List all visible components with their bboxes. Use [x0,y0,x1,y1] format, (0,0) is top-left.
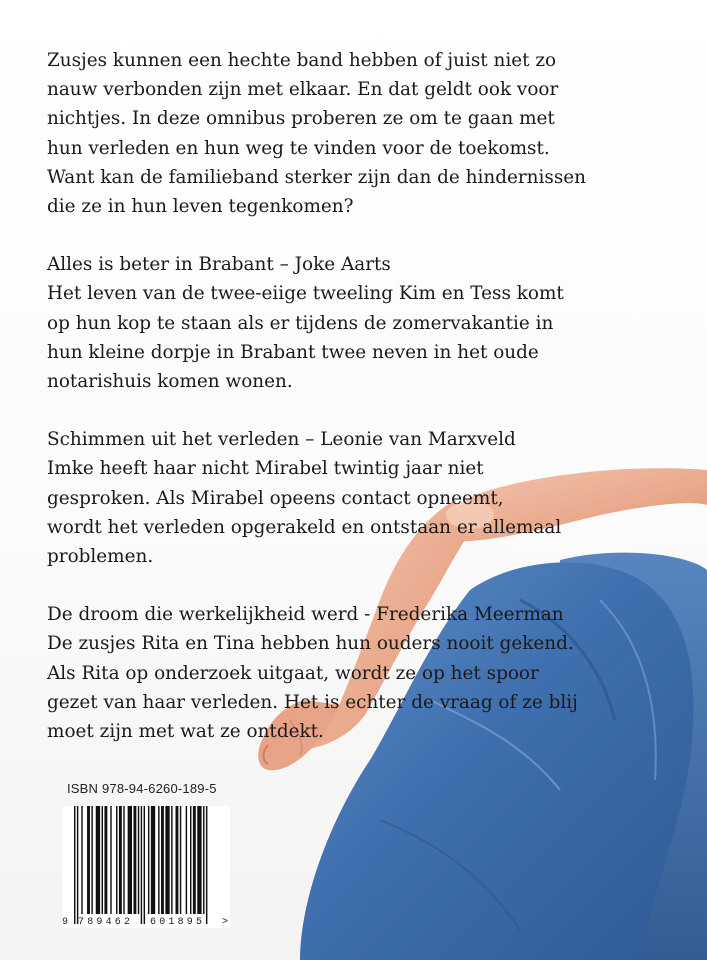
text-line: problemen. [47,546,154,568]
barcode-bar [81,806,82,914]
barcode-bar [148,806,149,914]
barcode-bar [144,806,145,924]
barcode-bar [203,806,204,914]
text-line: moet zijn met wat ze ontdekt. [47,721,324,743]
text-line: hun verleden en hun weg te vinden voor de toekomst. [47,137,550,159]
barcode-bar [206,806,207,924]
barcode-bar [197,806,201,914]
barcode-bar [141,806,142,924]
barcode-bar [96,806,100,914]
barcode-bar [190,806,191,914]
barcode-bar [193,806,196,914]
barcode-bar [180,806,181,914]
barcode-bar [77,806,78,924]
barcode-digits-left: 789462 [78,917,134,928]
barcode-bar [176,806,179,914]
barcode-end-marker: > [222,917,229,928]
barcode-digits [62,917,230,931]
blurb-text [47,46,647,746]
barcode-bar [104,806,107,914]
text-line: Imke heeft haar nicht Mirabel twintig jaar niet [47,458,484,480]
story-3-paragraph [47,600,647,746]
story-1-paragraph [47,250,647,396]
barcode-bar [119,806,122,914]
intro-paragraph [47,46,647,221]
story-title: Alles is beter in Brabant – Joke Aarts [47,254,391,276]
barcode-bar [102,806,103,914]
isbn-label: ISBN 978-94-6260-189-5 [67,781,217,796]
barcode-bar [110,806,111,914]
barcode-bar [151,806,155,914]
story-2-paragraph [47,425,647,571]
text-line: gezet van haar verleden. Het is echter de vraag of ze blij [47,691,578,713]
barcode-bar [87,806,90,914]
barcode-bar [74,806,75,924]
text-line: nauw verbonden zijn met elkaar. En dat geldt ook voor [47,79,559,101]
story-title: Schimmen uit het verleden – Leonie van Marxveld [47,429,516,451]
text-line: Als Rita op onderzoek uitgaat, wordt ze op het spoor [47,662,539,684]
barcode-bar [123,806,124,914]
text-line: notarishuis komen wonen. [47,371,293,393]
barcode-bar [171,806,172,914]
barcode-digit-lead: 9 [62,917,69,928]
barcode-bar [186,806,187,914]
barcode-bar [138,806,139,914]
text-line: De zusjes Rita en Tina hebben hun ouders nooit gekend. [47,633,574,655]
barcode-digits-right: 601895 [150,917,206,928]
story-title: De droom die werkelijkheid werd - Frederika Meerman [47,604,564,626]
text-line: wordt het verleden opgerakeld en ontstaan er allemaal [47,516,562,538]
barcode-bar [116,806,117,914]
barcode-bar [133,806,136,914]
barcode-bar [91,806,92,914]
isbn-barcode [62,806,230,928]
text-line: die ze in hun leven tegenkomen? [47,196,354,218]
text-line: hun kleine dorpje in Brabant twee neven in het oude [47,341,539,363]
barcode-bar [165,806,169,914]
barcode-bar [158,806,159,914]
barcode-bar [161,806,164,914]
text-line: Het leven van de twee-eiige tweeling Kim en Tess komt [47,283,564,305]
text-line: gesproken. Als Mirabel opeens contact opneemt, [47,487,504,509]
text-line: Want kan de familieband sterker zijn dan de hindernissen [47,166,586,188]
text-line: nichtjes. In deze omnibus proberen ze om te gaan met [47,108,555,130]
text-line: op hun kop te staan als er tijdens de zomervakantie in [47,312,554,334]
text-line: Zusjes kunnen een hechte band hebben of juist niet zo [47,50,557,71]
barcode-bar [128,806,132,914]
